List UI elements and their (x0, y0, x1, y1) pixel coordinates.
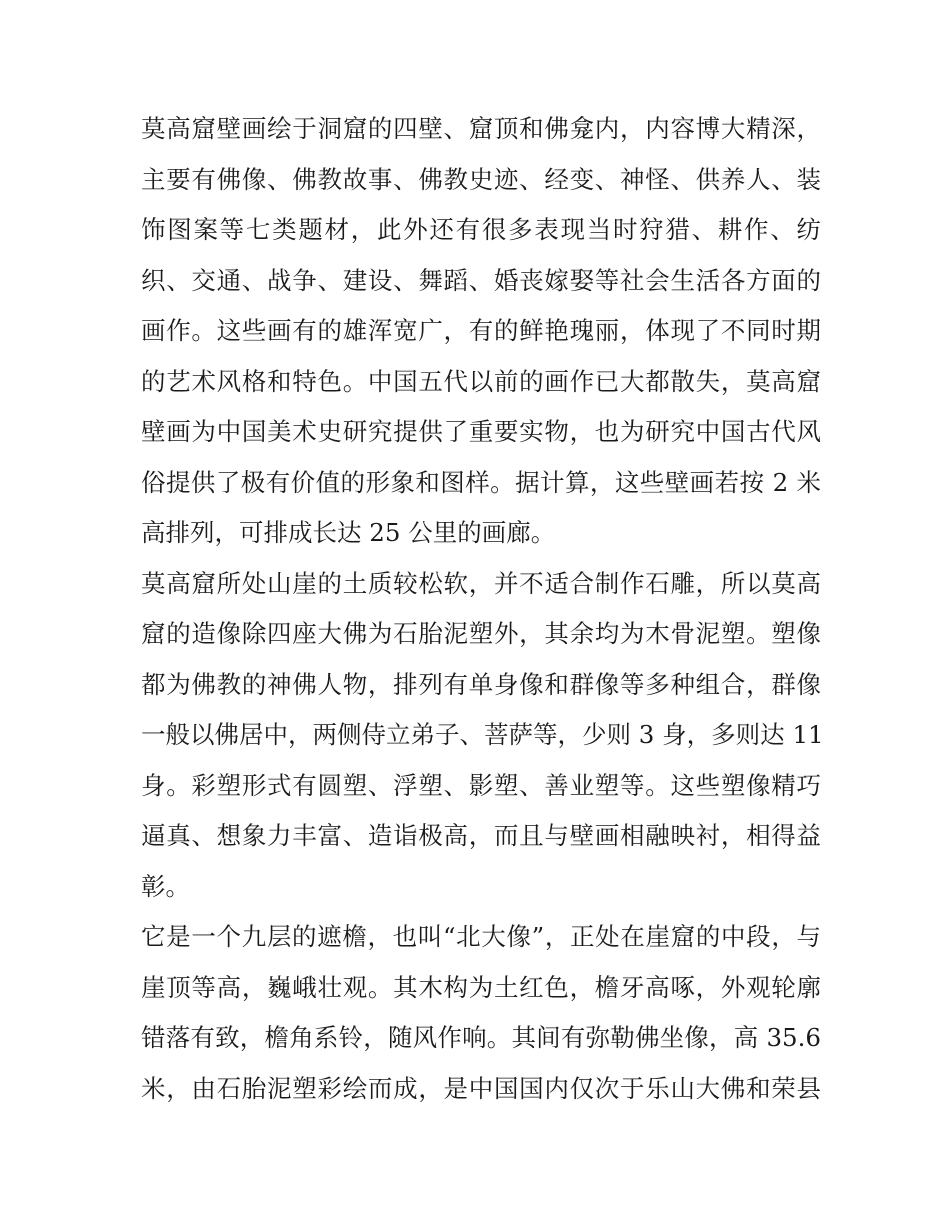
text-line-paragraph-end: 高排列，可排成长达 25 公里的画廊。 (141, 518, 556, 547)
text-line: 崖顶等高，巍峨壮观。其木构为土红色，檐牙高啄，外观轮廓 (141, 972, 821, 1002)
text-line: 窟的造像除四座大佛为石胎泥塑外，其余均为木骨泥塑。塑像 (141, 619, 821, 648)
text-line: 俗提供了极有价值的形象和图样。据计算，这些壁画若按 2 米 (141, 467, 821, 497)
text-line-paragraph-end: 彰。 (141, 871, 190, 901)
text-line: 一般以佛居中，两侧侍立弟子、菩萨等，少则 3 身，多则达 11 (141, 720, 824, 749)
text-line: 莫高窟所处山崖的土质较松软，并不适合制作石雕，所以莫高 (141, 568, 821, 598)
document-body (141, 104, 824, 1114)
text-line: 主要有佛像、佛教故事、佛教史迹、经变、神怪、供养人、装 (141, 164, 821, 194)
text-line: 饰图案等七类题材，此外还有很多表现当时狩猎、耕作、纺 (141, 215, 821, 244)
text-line: 错落有致，檐角系铃，随风作响。其间有弥勒佛坐像，高 35.6 (141, 1023, 821, 1052)
text-line: 身。彩塑形式有圆塑、浮塑、影塑、善业塑等。这些塑像精巧 (141, 770, 821, 800)
text-line: 它是一个九层的遮檐，也叫“北大像”，正处在崖窟的中段，与 (141, 922, 821, 951)
text-line: 织、交通、战争、建设、舞蹈、婚丧嫁娶等社会生活各方面的 (141, 265, 821, 295)
text-line: 莫高窟壁画绘于洞窟的四壁、窟顶和佛龛内，内容博大精深， (141, 114, 821, 143)
text-line: 壁画为中国美术史研究提供了重要实物，也为研究中国古代风 (141, 417, 821, 446)
text-line: 米，由石胎泥塑彩绘而成，是中国国内仅次于乐山大佛和荣县 (141, 1073, 821, 1103)
text-line: 的艺术风格和特色。中国五代以前的画作已大都散失，莫高窟 (141, 366, 821, 396)
text-line: 画作。这些画有的雄浑宽广，有的鲜艳瑰丽，体现了不同时期 (141, 316, 821, 345)
text-line: 逼真、想象力丰富、造诣极高，而且与壁画相融映衬，相得益 (141, 821, 821, 850)
text-line: 都为佛教的神佛人物，排列有单身像和群像等多种组合，群像 (141, 669, 821, 699)
